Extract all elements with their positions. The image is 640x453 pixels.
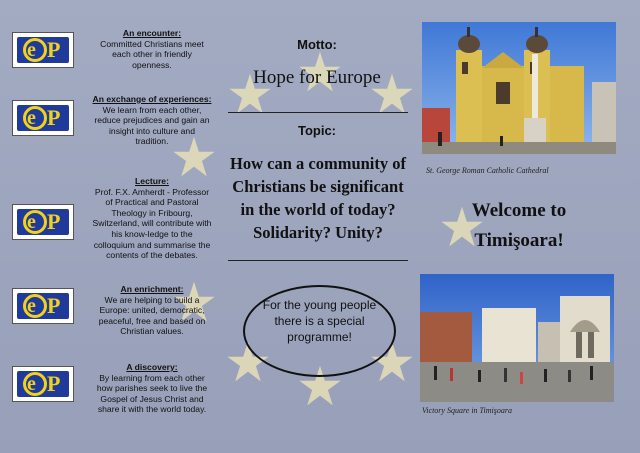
youth-programme-oval [243, 285, 396, 377]
item-heading: An encounter: [122, 28, 182, 38]
item-heading: A discovery: [126, 362, 178, 372]
victory-square-caption: Victory Square in Timişoara [422, 406, 512, 415]
item-heading: Lecture: [135, 176, 169, 186]
item-text: Committed Christians meet each other in friendly openness. [100, 38, 204, 70]
ep-logo: e P [12, 32, 74, 68]
welcome-title: Welcome to Timişoara! [471, 200, 567, 251]
topic-text: How can a community of Christians be significant in the world of today? Solidarity? Unity? [230, 154, 406, 242]
divider [228, 112, 408, 113]
ep-logo: e P [12, 366, 74, 402]
ep-logo: e P [12, 288, 74, 324]
ep-logo: e P [12, 204, 74, 240]
item-text: We learn from each other, reduce prejudices and gain an insight into culture and tradition. [94, 104, 210, 147]
item-text: We are helping to build a Europe: united, democratic, peaceful, free and based on Christian values. [98, 294, 206, 337]
topic-label: Topic: [297, 123, 337, 138]
item-heading: An enrichment: [120, 284, 184, 294]
motto-label: Motto: [297, 37, 337, 52]
item-text: Prof. F.X. Amherdt - Professor of Practical and Pastoral Theology in Fribourg, Switzerland, will contribute with his know-ledge to the colloquium and summarise the contents of the debates. [92, 186, 212, 261]
cathedral-caption: St. George Roman Catholic Cathedral [426, 166, 549, 175]
motto-text: Hope for Europe [253, 67, 381, 88]
victory-square-photo [420, 274, 614, 402]
cathedral-photo [422, 22, 616, 154]
item-heading: An exchange of experiences: [92, 94, 212, 104]
divider [228, 260, 408, 261]
ep-logo: e P [12, 100, 74, 136]
youth-programme-text: For the young people there is a special programme! [262, 298, 377, 344]
item-text: By learning from each other how parishes seek to live the Gospel of Jesus Christ and share it with the world today. [96, 372, 208, 415]
